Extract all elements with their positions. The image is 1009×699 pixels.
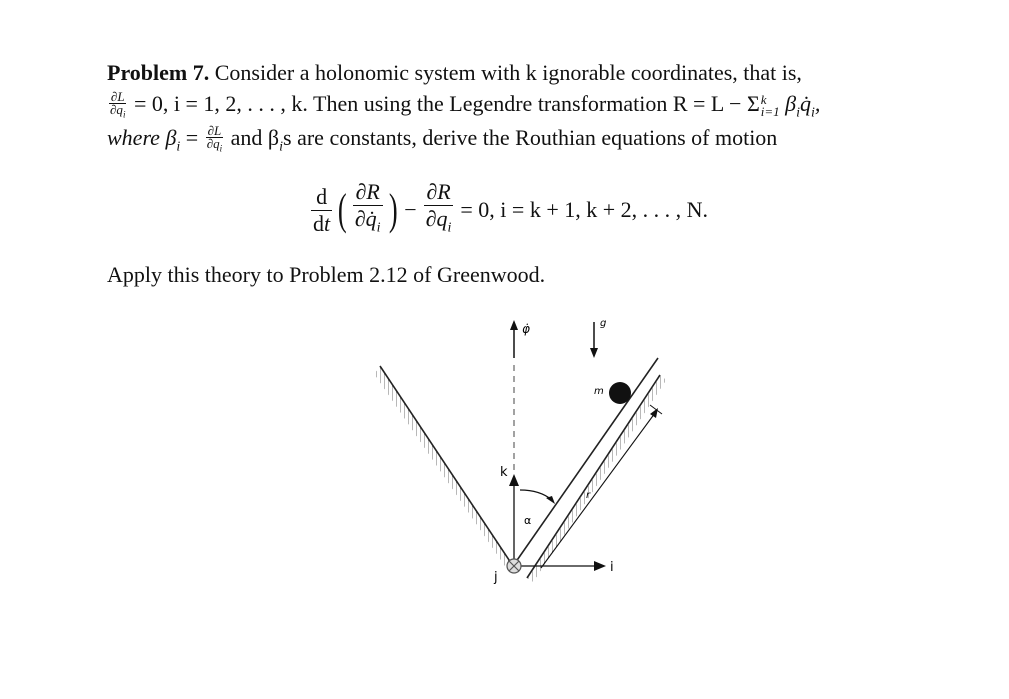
gravity-label: g — [600, 318, 607, 329]
gravity-arrow — [590, 322, 598, 358]
problem-line1-text: Consider a holonomic system with k ignorable coordinates, that is, — [214, 60, 802, 85]
alpha-label: α — [524, 514, 532, 527]
where-beta: where β — [107, 125, 177, 150]
r-arrow — [541, 405, 662, 568]
d-dt-fraction: d dt — [313, 183, 331, 236]
dl-dq-fraction: $\frac{\partial L}{\partial q_i}$ — [110, 89, 126, 120]
routhian-equation: d dt ( ∂R $\partial q̇_i$ ) − $\frac{\partial R}{\partial q_i}$ = 0, i = k + 1, k + 2, . . . , N. — [308, 180, 708, 240]
k-axis-arrow — [509, 474, 519, 566]
r-label: r — [586, 490, 591, 501]
sum-limits: k i=1 — [760, 91, 780, 119]
dl-dq-fraction-2: $\frac{\partial L}{\partial q_i}$ — [206, 123, 223, 154]
dr-dq-fraction: $\frac{\partial R}{\partial q_i}$ — [425, 178, 452, 236]
and-beta: and β — [230, 125, 280, 150]
phi-dot-arrow — [510, 320, 518, 358]
problem-label: Problem 7. — [107, 60, 210, 85]
right-tube — [513, 358, 666, 582]
pivot-icon — [507, 559, 521, 573]
mass-label: m — [594, 386, 604, 397]
problem-line-2: $\frac{\partial L}{\partial q_i}$ = 0, i = 1, 2, . . . , k. Then using the Legendre transformation R = L − Σ k i=1 $\beta_iq̇_i$, — [110, 89, 821, 121]
i-label: i — [610, 560, 614, 575]
mass-ball — [609, 382, 631, 404]
j-label: j — [494, 570, 498, 585]
routhian-text: s are constants, derive the Routhian equations of motion — [283, 125, 778, 150]
apply-text: Apply this theory to Problem 2.12 of Greenwood. — [107, 262, 546, 287]
k-label: k — [500, 465, 508, 480]
dr-dqdot-fraction: ∂R $\partial q̇_i$ — [354, 178, 381, 236]
phi-dot-label: φ̇ — [522, 322, 530, 336]
equation-condition: = 0, i = k + 1, k + 2, . . . , N. — [460, 197, 709, 222]
problem-line-3: where $\beta_i$ = $\frac{\partial L}{\partial q_i}$ and $\beta_is$ are constants, derive the Routhian equations of motion — [107, 123, 778, 155]
left-wall — [374, 366, 513, 568]
legendre-text: Then using the Legendre transformation R = L − — [313, 91, 742, 116]
ignorable-condition: = 0, i = 1, 2, . . . , k. — [133, 91, 308, 116]
